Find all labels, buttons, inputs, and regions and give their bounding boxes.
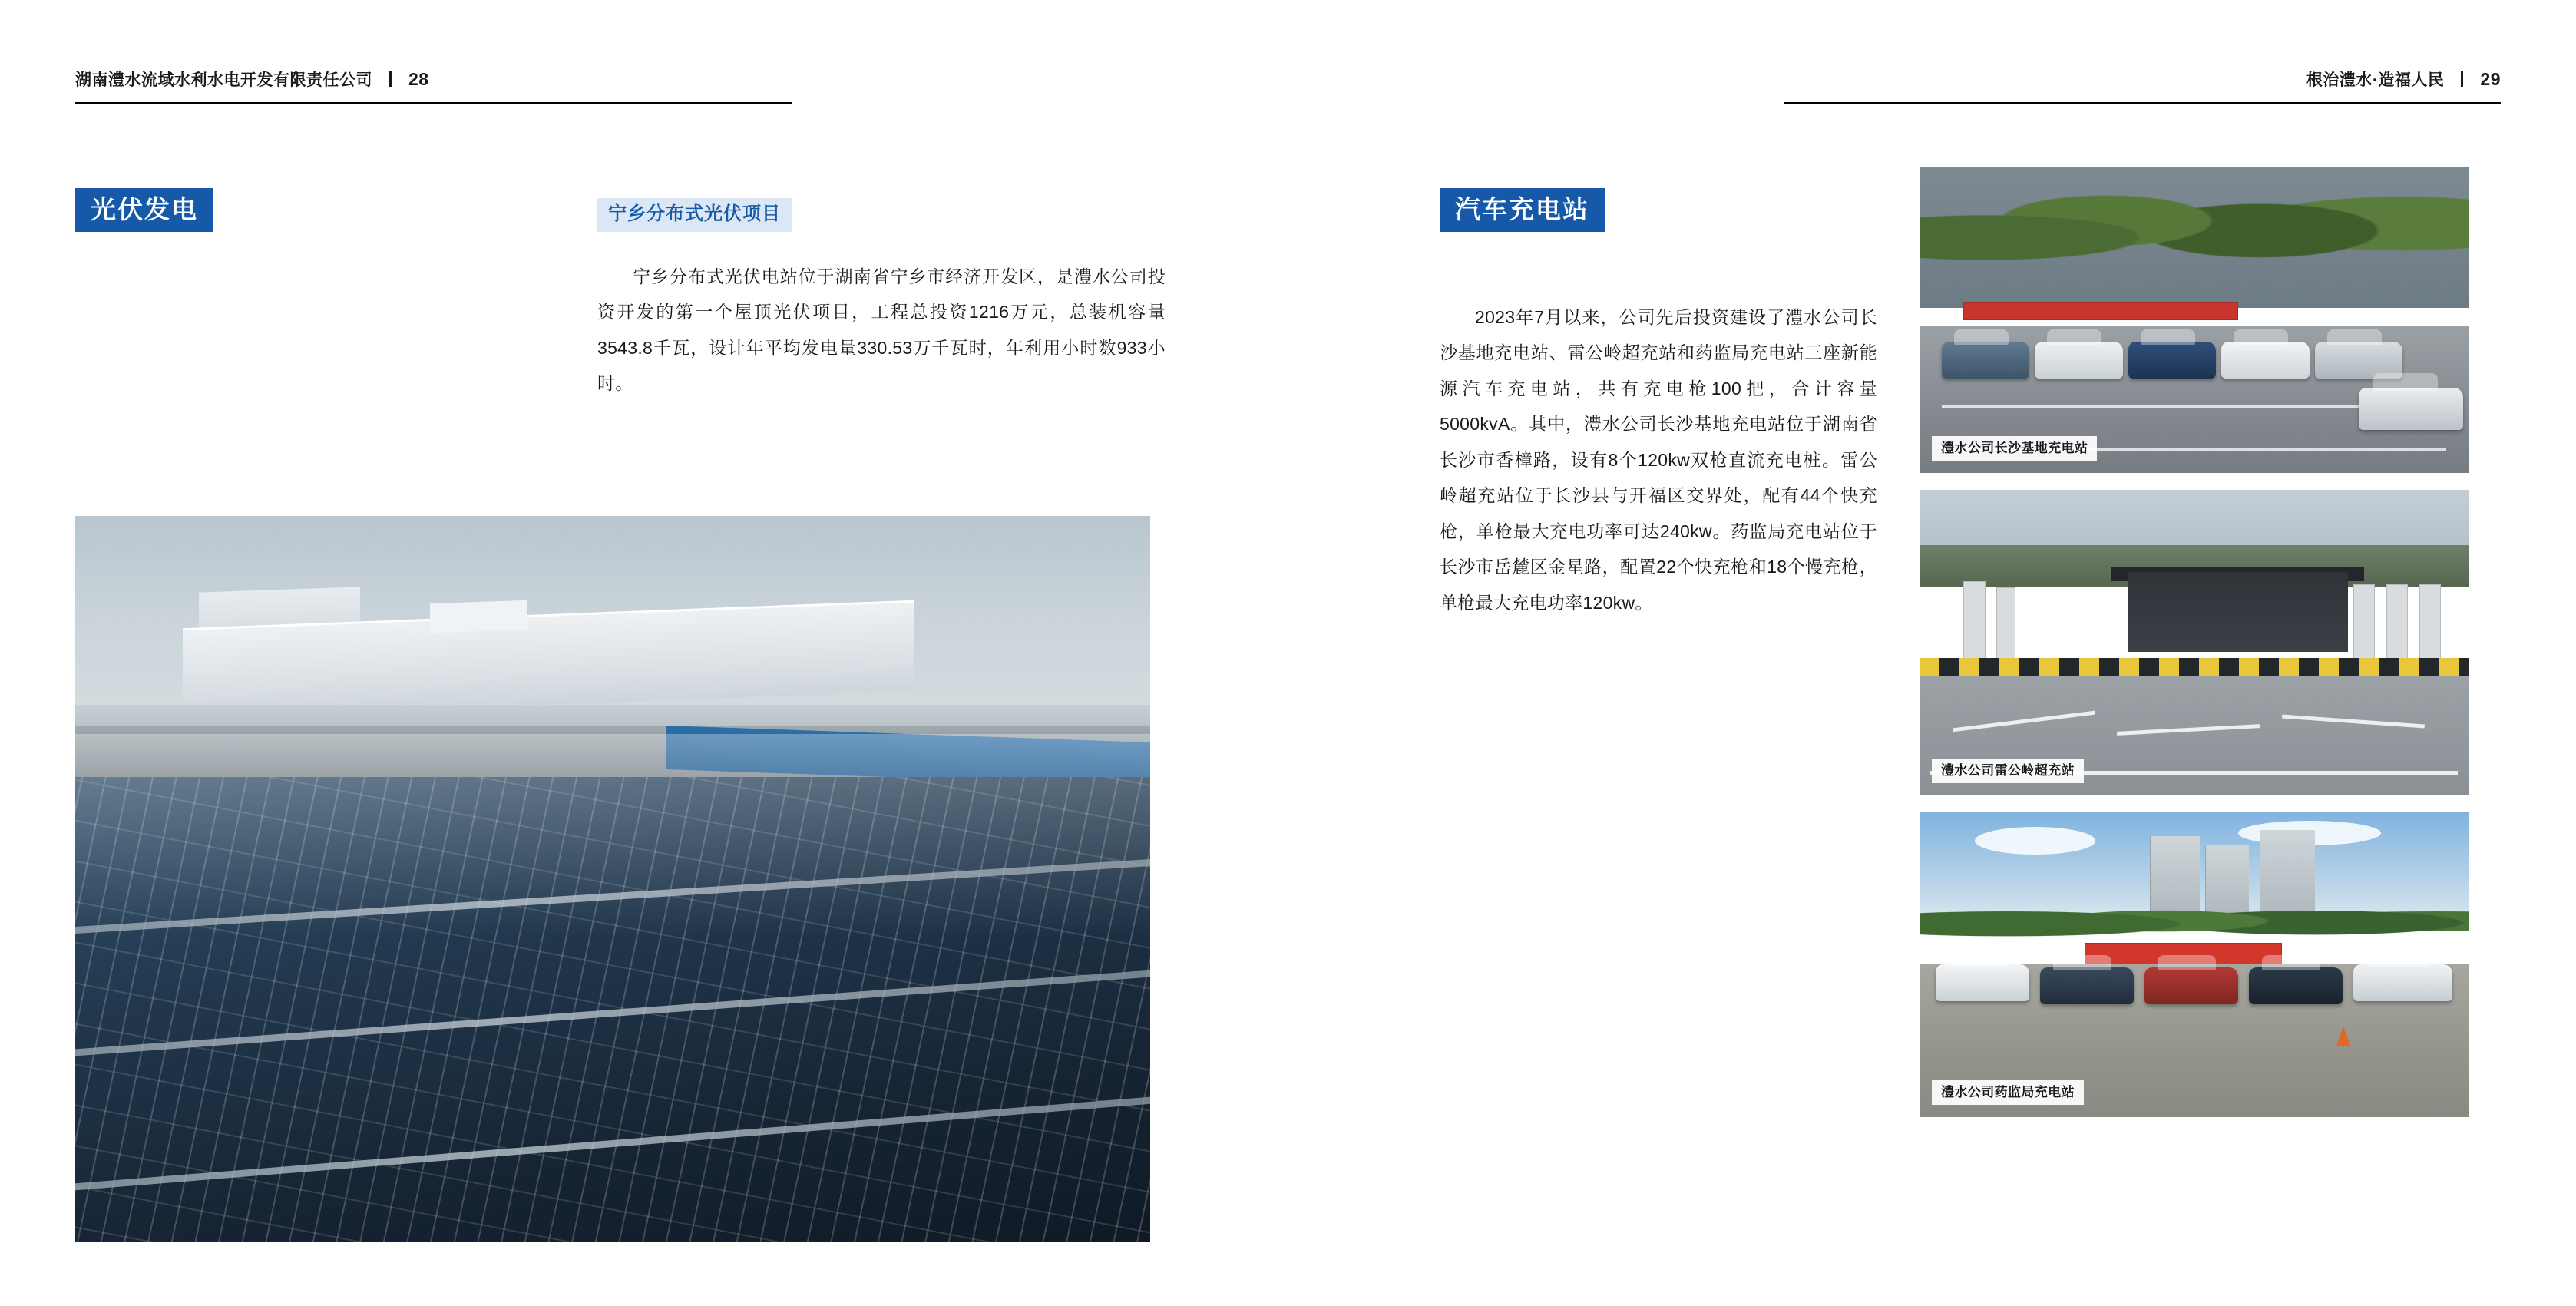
photo-b-station-building (2128, 572, 2348, 651)
running-header-right-text: 根治澧水·造福人民 (2306, 71, 2445, 89)
photo-solar-panel-roof (75, 516, 1150, 1242)
photo-a-car-4 (2221, 342, 2309, 379)
running-header-left (75, 68, 429, 91)
header-separator-icon (2461, 71, 2463, 87)
photo-drug-administration-station (1920, 812, 2469, 1117)
photo-c-cloud-1 (1975, 827, 2095, 855)
running-header-left-text: 湖南澧水流域水利水电开发有限责任公司 (75, 71, 372, 89)
photo-b-charger-3 (2353, 584, 2376, 661)
photo-b-charger-5 (2419, 584, 2442, 661)
section-title-charging-station: 汽车充电站 (1440, 188, 1605, 232)
photo-c-trees (1920, 891, 2469, 946)
photo-c-traffic-cone (2336, 1026, 2350, 1046)
photo-caption: 澧水公司药监局充电站 (1932, 1080, 2084, 1105)
photo-c-car-4 (2249, 967, 2343, 1004)
paragraph-photovoltaic: 宁乡分布式光伏电站位于湖南省宁乡市经济开发区，是澧水公司投资开发的第一个屋顶光伏项目，工程总投资1216万元，总装机容量3543.8千瓦，设计年平均发电量330.53万千瓦时，年利用小时数933小时。 (597, 266, 1166, 394)
photo-c-scene (1920, 812, 2469, 1117)
photo-c-car-1 (1936, 964, 2029, 1001)
photo-a-car-1 (1942, 342, 2029, 379)
header-rule-left (75, 102, 792, 104)
section-title-photovoltaic: 光伏发电 (75, 188, 213, 232)
photo-changsha-base-station (1920, 167, 2469, 473)
paragraph-charging-station: 2023年7月以来，公司先后投资建设了澧水公司长沙基地充电站、雷公岭超充站和药监局充电站三座新能源汽车充电站，共有充电枪100把，合计容量5000kvA。其中，澧水公司长沙基地充电站位于湖南省长沙市香樟路，设有8个120kw双枪直流充电桩。雷公岭超充站位于长沙县与开福区交界处，配有44个快充枪，单枪最大充电功率可达240kw。药监局充电站位于长沙市岳麓区金星路，配置22个快充枪和18个慢充枪，单枪最大充电功率120kw。 (1440, 307, 1877, 613)
photo-a-car-6 (2359, 388, 2463, 431)
photo-c-car-3 (2144, 967, 2238, 1004)
photo-a-car-3 (2128, 342, 2216, 379)
photo-b-charger-4 (2386, 584, 2409, 661)
photo-b-yellow-black-curb (1920, 658, 2469, 676)
header-separator-icon (389, 71, 392, 87)
photo-a-car-2 (2035, 342, 2122, 379)
photo-a-trees (1920, 167, 2469, 308)
photo-caption: 澧水公司长沙基地充电站 (1932, 436, 2097, 461)
photo-a-red-banner (1963, 302, 2238, 320)
photo-building-tertiary (430, 600, 527, 632)
photo-b-scene (1920, 490, 2469, 795)
header-rule-right (1784, 102, 2501, 104)
running-header-right (2306, 68, 2501, 91)
photo-leigongling-supercharge-station (1920, 490, 2469, 795)
page-number-right: 29 (2480, 68, 2501, 89)
photo-c-car-2 (2040, 967, 2134, 1004)
photo-caption: 澧水公司雷公岭超充站 (1932, 759, 2084, 783)
photo-c-car-5 (2353, 964, 2452, 1001)
subsection-title-ningxiang-project: 宁乡分布式光伏项目 (597, 198, 792, 232)
page-number-left: 28 (408, 68, 429, 89)
photo-b-charger-1 (1963, 581, 1986, 660)
photo-b-charger-2 (1996, 587, 2015, 661)
photo-a-scene (1920, 167, 2469, 473)
